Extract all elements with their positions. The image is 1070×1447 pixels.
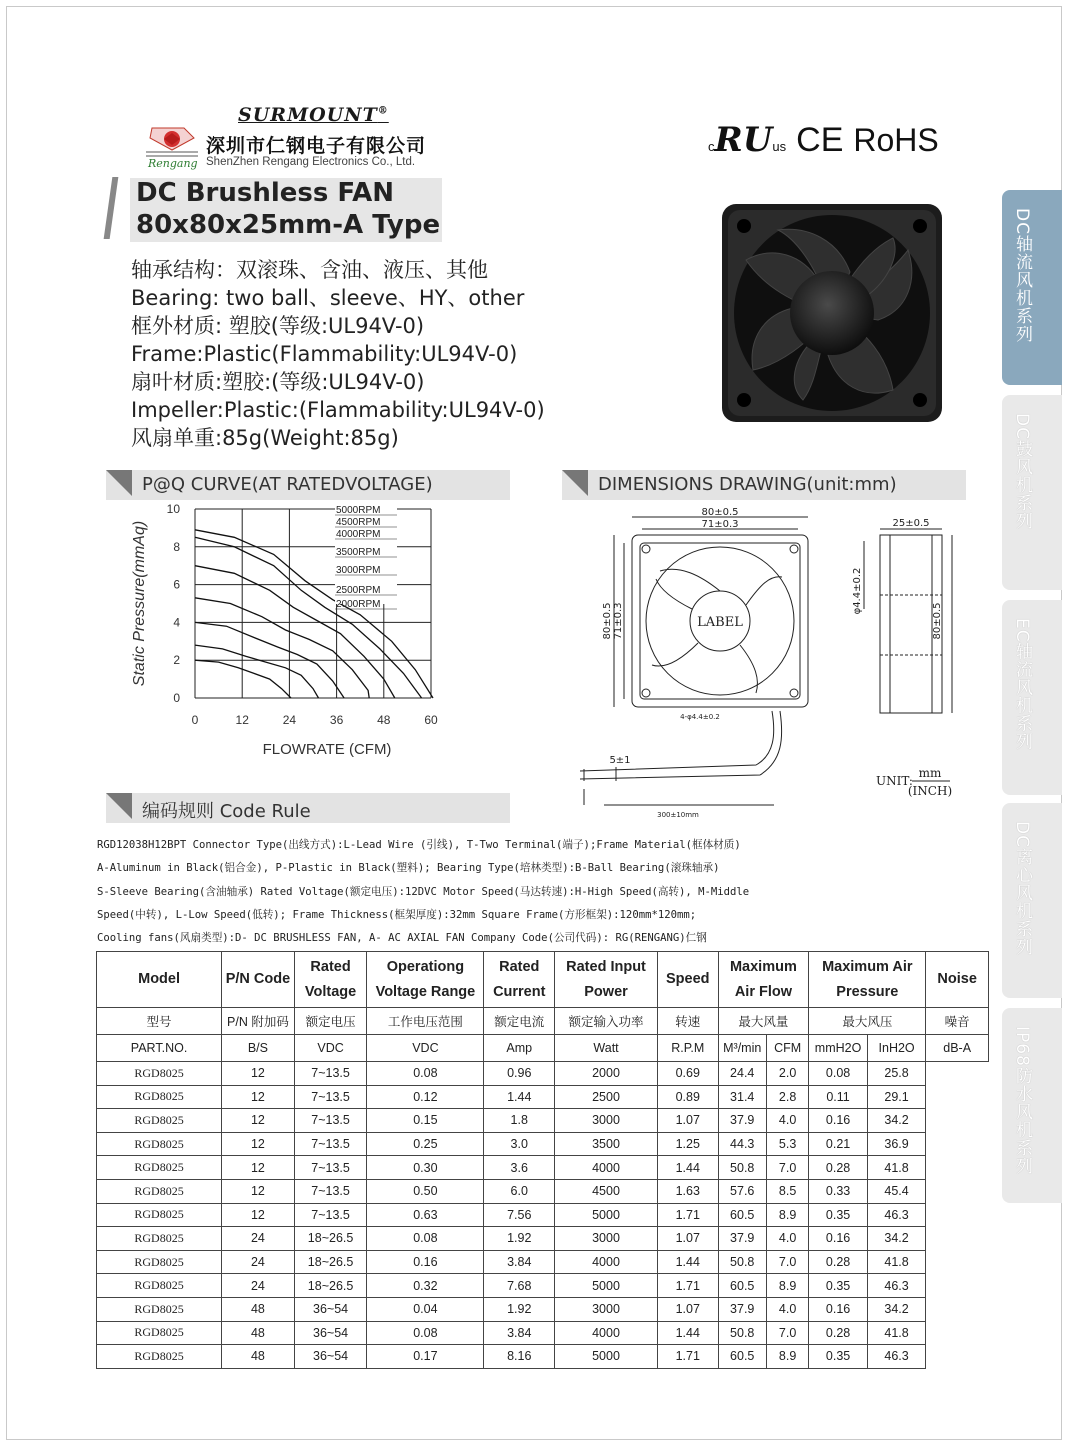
table-cell: 6.0 (484, 1179, 555, 1203)
table-cell: 3.84 (484, 1321, 555, 1345)
y-tick-label: 2 (173, 653, 180, 668)
table-row (97, 1109, 989, 1133)
table-cell: 60.5 (718, 1203, 766, 1227)
model-cell: RGD8025 (97, 1274, 222, 1298)
table-cell: 4.0 (766, 1109, 808, 1133)
table-cell: 36~54 (294, 1321, 367, 1345)
table-cell: 3000 (555, 1227, 658, 1251)
table-cell: 24.4 (718, 1062, 766, 1086)
series-label: 2500RPM (336, 585, 381, 596)
series-label: 5000RPM (336, 505, 381, 516)
company-name-cn: 深圳市仁钢电子有限公司 (206, 135, 427, 157)
table-cell: 0.15 (367, 1109, 484, 1133)
unit-cell: PART.NO. (97, 1035, 222, 1062)
fan-product-image (718, 200, 946, 426)
table-row (97, 1297, 989, 1321)
table-cell: 2500 (555, 1085, 658, 1109)
table-cell: 0.33 (809, 1179, 868, 1203)
header-air-pressure: Maximum Air Pressure (809, 952, 926, 1008)
table-cell: 0.28 (809, 1250, 868, 1274)
table-cell: 2.8 (766, 1085, 808, 1109)
table-cell: 1.25 (657, 1132, 718, 1156)
table-cell: 4000 (555, 1156, 658, 1180)
table-cell: 0.35 (809, 1345, 868, 1369)
header-rated-current: Rated Current (484, 952, 555, 1008)
spec-list (131, 256, 545, 452)
y-tick-label: 6 (173, 577, 180, 592)
table-cell: 1.71 (657, 1345, 718, 1369)
table-cell: 12 (222, 1109, 295, 1133)
table-row (97, 1227, 989, 1251)
table-cell: 4000 (555, 1321, 658, 1345)
dim-hole-diameter: φ4.4±0.2 (852, 567, 863, 615)
unit-cell: VDC (367, 1035, 484, 1062)
table-cell: 1.44 (484, 1085, 555, 1109)
table-cell: 18~26.5 (294, 1274, 367, 1298)
model-cell: RGD8025 (97, 1062, 222, 1086)
table-cell: 1.92 (484, 1297, 555, 1321)
table-cell: 36~54 (294, 1297, 367, 1321)
table-cell: 8.16 (484, 1345, 555, 1369)
dim-depth: 25±0.5 (892, 518, 930, 529)
table-cell: 1.44 (657, 1156, 718, 1180)
dim-height-outer: 80±0.5 (602, 602, 613, 640)
table-cell: 24 (222, 1227, 295, 1251)
model-cell: RGD8025 (97, 1156, 222, 1180)
table-cell: 34.2 (867, 1297, 926, 1321)
ul-mark: cRUus (708, 120, 787, 160)
table-cell: 50.8 (718, 1250, 766, 1274)
table-cell: 5000 (555, 1274, 658, 1298)
table-header-cn-row (97, 1008, 989, 1035)
table-cell: 3500 (555, 1132, 658, 1156)
table-cell: 2.0 (766, 1062, 808, 1086)
table-cell: 0.08 (367, 1227, 484, 1251)
table-cell: 7~13.5 (294, 1132, 367, 1156)
table-cell: 60.5 (718, 1345, 766, 1369)
table-cell: 12 (222, 1156, 295, 1180)
table-cell: 57.6 (718, 1179, 766, 1203)
header-rated-power: Rated Input Power (555, 952, 658, 1008)
table-cell: 37.9 (718, 1109, 766, 1133)
table-cell: 0.28 (809, 1156, 868, 1180)
table-cell: 12 (222, 1085, 295, 1109)
dim-lead-length: 300±10mm (657, 811, 699, 819)
series-label: 2000RPM (336, 599, 381, 610)
table-cell: 0.21 (809, 1132, 868, 1156)
model-cell: RGD8025 (97, 1132, 222, 1156)
company-name-en: ShenZhen Rengang Electronics Co., Ltd. (206, 156, 416, 168)
table-cell: 7~13.5 (294, 1179, 367, 1203)
tab-ip68-waterproof-fans[interactable]: IP68防水风机系列 (1002, 1008, 1062, 1203)
table-cell: 0.08 (809, 1062, 868, 1086)
header-speed: Speed (657, 952, 718, 1008)
table-cell: 24 (222, 1250, 295, 1274)
dim-wire-strip: 5±1 (609, 755, 631, 766)
header-cn: 型号 (97, 1008, 222, 1035)
y-tick-label: 0 (173, 691, 180, 705)
x-tick-label: 12 (235, 713, 249, 727)
header-pn-code: P/N Code (222, 952, 295, 1008)
unit-cell: Watt (555, 1035, 658, 1062)
table-cell: 31.4 (718, 1085, 766, 1109)
pq-curve-chart (122, 500, 452, 770)
unit-cell: dB-A (926, 1035, 989, 1062)
table-cell: 1.8 (484, 1109, 555, 1133)
table-cell: 50.8 (718, 1321, 766, 1345)
table-cell: 5000 (555, 1203, 658, 1227)
header-cn: 最大风压 (809, 1008, 926, 1035)
rohs-mark: RoHS (853, 121, 939, 158)
header-cn: 最大风量 (718, 1008, 809, 1035)
table-cell: 24 (222, 1274, 295, 1298)
header-cn: P/N 附加码 (222, 1008, 295, 1035)
table-cell: 4.0 (766, 1297, 808, 1321)
table-cell: 60.5 (718, 1274, 766, 1298)
table-cell: 0.08 (367, 1321, 484, 1345)
table-cell: 45.4 (867, 1179, 926, 1203)
table-cell: 7~13.5 (294, 1109, 367, 1133)
table-cell: 4.0 (766, 1227, 808, 1251)
unit-cell: InH2O (867, 1035, 926, 1062)
dimensions-drawing (560, 505, 980, 825)
pn-code-cell: B/S (222, 1035, 295, 1062)
series-label: 3000RPM (336, 565, 381, 576)
table-cell: 2000 (555, 1062, 658, 1086)
y-tick-label: 4 (173, 615, 180, 630)
title-line-2: 80x80x25mm-A Type (136, 210, 441, 240)
unit-cell: VDC (294, 1035, 367, 1062)
spec-line: 框外材质: 塑胶(等级:UL94V-0) (131, 314, 425, 338)
spec-line: Impeller:Plastic:(Flammability:UL94V-0) (131, 398, 545, 422)
table-cell: 34.2 (867, 1109, 926, 1133)
table-row (97, 1062, 989, 1086)
header-cn: 额定输入功率 (555, 1008, 658, 1035)
header-air-flow: Maximum Air Flow (718, 952, 809, 1008)
table-cell: 0.35 (809, 1274, 868, 1298)
dim-height-inner: 71±0.3 (613, 602, 624, 640)
table-cell: 41.8 (867, 1156, 926, 1180)
series-label: 4000RPM (336, 529, 381, 540)
header-cn: 额定电流 (484, 1008, 555, 1035)
table-cell: 12 (222, 1062, 295, 1086)
spec-line: Bearing: two ball、sleeve、HY、other (131, 286, 525, 310)
table-units-row (97, 1035, 989, 1062)
unit-label: UNIT: (876, 774, 913, 788)
unit-mm: mm (918, 766, 942, 780)
table-cell: 0.16 (367, 1250, 484, 1274)
table-cell: 3.0 (484, 1132, 555, 1156)
header-operating-voltage: Operationg Voltage Range (367, 952, 484, 1008)
table-cell: 8.5 (766, 1179, 808, 1203)
table-cell: 3000 (555, 1297, 658, 1321)
unit-cell: CFM (766, 1035, 808, 1062)
table-cell: 48 (222, 1321, 295, 1345)
unit-inch: (INCH) (907, 784, 953, 798)
table-cell: 3.6 (484, 1156, 555, 1180)
code-rule-line: RGD12038H12BPT Connector Type(出线方式):L-Lead Wire (引线), T-Two Terminal(端子);Frame Material(框体材质) (97, 839, 741, 851)
table-cell: 0.63 (367, 1203, 484, 1227)
table-cell: 0.16 (809, 1227, 868, 1251)
table-cell: 0.17 (367, 1345, 484, 1369)
header-cn: 转速 (657, 1008, 718, 1035)
table-cell: 34.2 (867, 1227, 926, 1251)
section-header-code-rule: 编码规则 Code Rule (106, 793, 510, 823)
table-cell: 0.32 (367, 1274, 484, 1298)
table-cell: 25.8 (867, 1062, 926, 1086)
spec-line: 风扇单重:85g(Weight:85g) (131, 426, 399, 450)
tab-dc-axial-fans[interactable]: DC轴流风机系列 (1002, 190, 1062, 385)
model-cell: RGD8025 (97, 1109, 222, 1133)
table-cell: 0.69 (657, 1062, 718, 1086)
table-cell: 4000 (555, 1250, 658, 1274)
table-cell: 1.71 (657, 1203, 718, 1227)
table-cell: 36.9 (867, 1132, 926, 1156)
model-cell: RGD8025 (97, 1345, 222, 1369)
table-cell: 44.3 (718, 1132, 766, 1156)
table-cell: 3.84 (484, 1250, 555, 1274)
y-axis-label: Static Pressure(mmAq) (131, 520, 148, 687)
table-cell: 0.12 (367, 1085, 484, 1109)
spec-line: 扇叶材质:塑胶:(等级:UL94V-0) (131, 370, 425, 394)
table-cell: 0.35 (809, 1203, 868, 1227)
table-cell: 0.96 (484, 1062, 555, 1086)
table-row (97, 1345, 989, 1369)
certification-marks (708, 120, 939, 160)
unit-cell: Amp (484, 1035, 555, 1062)
unit-cell: M³/min (718, 1035, 766, 1062)
section-marker-icon (562, 470, 588, 496)
x-tick-label: 36 (329, 713, 344, 727)
ce-mark: CE (796, 120, 844, 159)
table-row (97, 1179, 989, 1203)
table-cell: 7.0 (766, 1250, 808, 1274)
series-label: 3500RPM (336, 547, 381, 558)
model-cell: RGD8025 (97, 1179, 222, 1203)
table-cell: 1.07 (657, 1227, 718, 1251)
table-cell: 41.8 (867, 1321, 926, 1345)
table-cell: 7.68 (484, 1274, 555, 1298)
table-cell: 8.9 (766, 1345, 808, 1369)
table-cell: 1.92 (484, 1227, 555, 1251)
table-row (97, 1321, 989, 1345)
section-header-pq-curve: P@Q CURVE(AT RATEDVOLTAGE) (106, 470, 510, 500)
header-noise: Noise (926, 952, 989, 1008)
header-cn: 额定电压 (294, 1008, 367, 1035)
table-cell: 3000 (555, 1109, 658, 1133)
table-cell: 0.16 (809, 1297, 868, 1321)
table-cell: 1.44 (657, 1250, 718, 1274)
x-tick-label: 24 (282, 713, 297, 727)
code-rule-text (97, 834, 857, 950)
table-cell: 1.07 (657, 1109, 718, 1133)
y-tick-label: 8 (173, 539, 180, 554)
table-row (97, 1085, 989, 1109)
company-logo (144, 122, 200, 170)
table-cell: 29.1 (867, 1085, 926, 1109)
model-cell: RGD8025 (97, 1321, 222, 1345)
series-line-5000rpm (195, 530, 433, 698)
header-rated-voltage: Rated Voltage (294, 952, 367, 1008)
x-tick-label: 48 (377, 713, 391, 727)
model-cell: RGD8025 (97, 1203, 222, 1227)
table-cell: 46.3 (867, 1345, 926, 1369)
unit-cell: mmH2O (809, 1035, 868, 1062)
header-model: Model (97, 952, 222, 1008)
series-line-3500rpm (195, 598, 369, 698)
table-cell: 7.0 (766, 1321, 808, 1345)
series-label: 4500RPM (336, 517, 381, 528)
table-cell: 7~13.5 (294, 1062, 367, 1086)
table-cell: 37.9 (718, 1227, 766, 1251)
table-cell: 0.50 (367, 1179, 484, 1203)
unit-cell: R.P.M (657, 1035, 718, 1062)
dim-side-height: 80±0.5 (932, 602, 943, 640)
tab-dc-centrifugal-fans[interactable]: DC离心风机系列 (1002, 803, 1062, 998)
table-cell: 0.04 (367, 1297, 484, 1321)
table-cell: 1.71 (657, 1274, 718, 1298)
title-line-1: DC Brushless FAN (136, 178, 395, 208)
table-cell: 46.3 (867, 1274, 926, 1298)
table-cell: 7~13.5 (294, 1085, 367, 1109)
table-cell: 12 (222, 1132, 295, 1156)
spec-line: 轴承结构：双滚珠、含油、液压、其他 (131, 258, 488, 282)
table-cell: 8.9 (766, 1274, 808, 1298)
section-marker-icon (106, 470, 132, 496)
table-row (97, 1203, 989, 1227)
table-cell: 48 (222, 1297, 295, 1321)
table-cell: 36~54 (294, 1345, 367, 1369)
dim-width-inner: 71±0.3 (701, 519, 739, 530)
y-tick-label: 10 (166, 502, 180, 516)
table-cell: 7~13.5 (294, 1203, 367, 1227)
svg-text:Rengang: Rengang (148, 157, 198, 170)
table-cell: 1.07 (657, 1297, 718, 1321)
table-cell: 7~13.5 (294, 1156, 367, 1180)
table-cell: 0.16 (809, 1109, 868, 1133)
table-cell: 18~26.5 (294, 1227, 367, 1251)
table-cell: 0.11 (809, 1085, 868, 1109)
table-cell: 0.25 (367, 1132, 484, 1156)
fan-label-text: LABEL (697, 615, 743, 630)
table-cell: 50.8 (718, 1156, 766, 1180)
table-cell: 46.3 (867, 1203, 926, 1227)
table-header-row (97, 952, 989, 1008)
header-cn: 噪音 (926, 1008, 989, 1035)
table-row (97, 1156, 989, 1180)
dim-holes-note: 4-φ4.4±0.2 (680, 713, 720, 721)
table-cell: 41.8 (867, 1250, 926, 1274)
table-cell: 0.89 (657, 1085, 718, 1109)
table-row (97, 1132, 989, 1156)
model-cell: RGD8025 (97, 1297, 222, 1321)
table-cell: 0.08 (367, 1062, 484, 1086)
table-cell: 7.0 (766, 1156, 808, 1180)
table-cell: 4500 (555, 1179, 658, 1203)
table-cell: 5.3 (766, 1132, 808, 1156)
model-cell: RGD8025 (97, 1085, 222, 1109)
code-rule-line: Speed(中转), L-Low Speed(低转); Frame Thickness(框架厚度):32mm Square Frame(方形框架):120mm*120mm; (97, 908, 697, 921)
spec-table (96, 951, 989, 1369)
table-cell: 12 (222, 1203, 295, 1227)
table-cell: 37.9 (718, 1297, 766, 1321)
x-axis-label: FLOWRATE (CFM) (262, 741, 392, 758)
table-cell: 48 (222, 1345, 295, 1369)
section-marker-icon (106, 793, 132, 819)
table-cell: 8.9 (766, 1203, 808, 1227)
model-cell: RGD8025 (97, 1250, 222, 1274)
table-cell: 12 (222, 1179, 295, 1203)
header-cn: 工作电压范围 (367, 1008, 484, 1035)
code-rule-line: A-Aluminum in Black(铝合金), P-Plastic in Black(塑料); Bearing Type(培林类型):B-Ball Bearing(滚珠轴承) (97, 862, 720, 875)
series-line-2500rpm (195, 645, 319, 698)
table-cell: 0.28 (809, 1321, 868, 1345)
dim-width-outer: 80±0.5 (701, 507, 739, 518)
table-row (97, 1274, 989, 1298)
code-rule-line: S-Sleeve Bearing(含油轴承) Rated Voltage(额定电压):12DVC Motor Speed(马达转速):H-High Speed(高转), M-Middle (97, 885, 750, 898)
table-cell: 5000 (555, 1345, 658, 1369)
code-rule-line: Cooling fans(风扇类型):D- DC BRUSHLESS FAN, A- AC AXIAL FAN Company Code(公司代码): RG(RENGANG)仁钢 (97, 932, 707, 945)
table-cell: 1.63 (657, 1179, 718, 1203)
spec-line: Frame:Plastic(Flammability:UL94V-0) (131, 342, 518, 366)
table-row (97, 1250, 989, 1274)
x-tick-label: 0 (191, 713, 199, 727)
table-cell: 1.44 (657, 1321, 718, 1345)
tab-dc-blower-fans[interactable]: DC鼓风机系列 (1002, 395, 1062, 590)
table-cell: 7.56 (484, 1203, 555, 1227)
table-cell: 0.30 (367, 1156, 484, 1180)
brand-logo-text: SURMOUNT® (238, 104, 389, 126)
tab-ec-axial-fans[interactable]: EC轴流风机系列 (1002, 600, 1062, 795)
table-cell: 18~26.5 (294, 1250, 367, 1274)
model-cell: RGD8025 (97, 1227, 222, 1251)
section-header-dimensions: DIMENSIONS DRAWING(unit:mm) (562, 470, 966, 500)
x-tick-label: 60 (424, 713, 438, 727)
